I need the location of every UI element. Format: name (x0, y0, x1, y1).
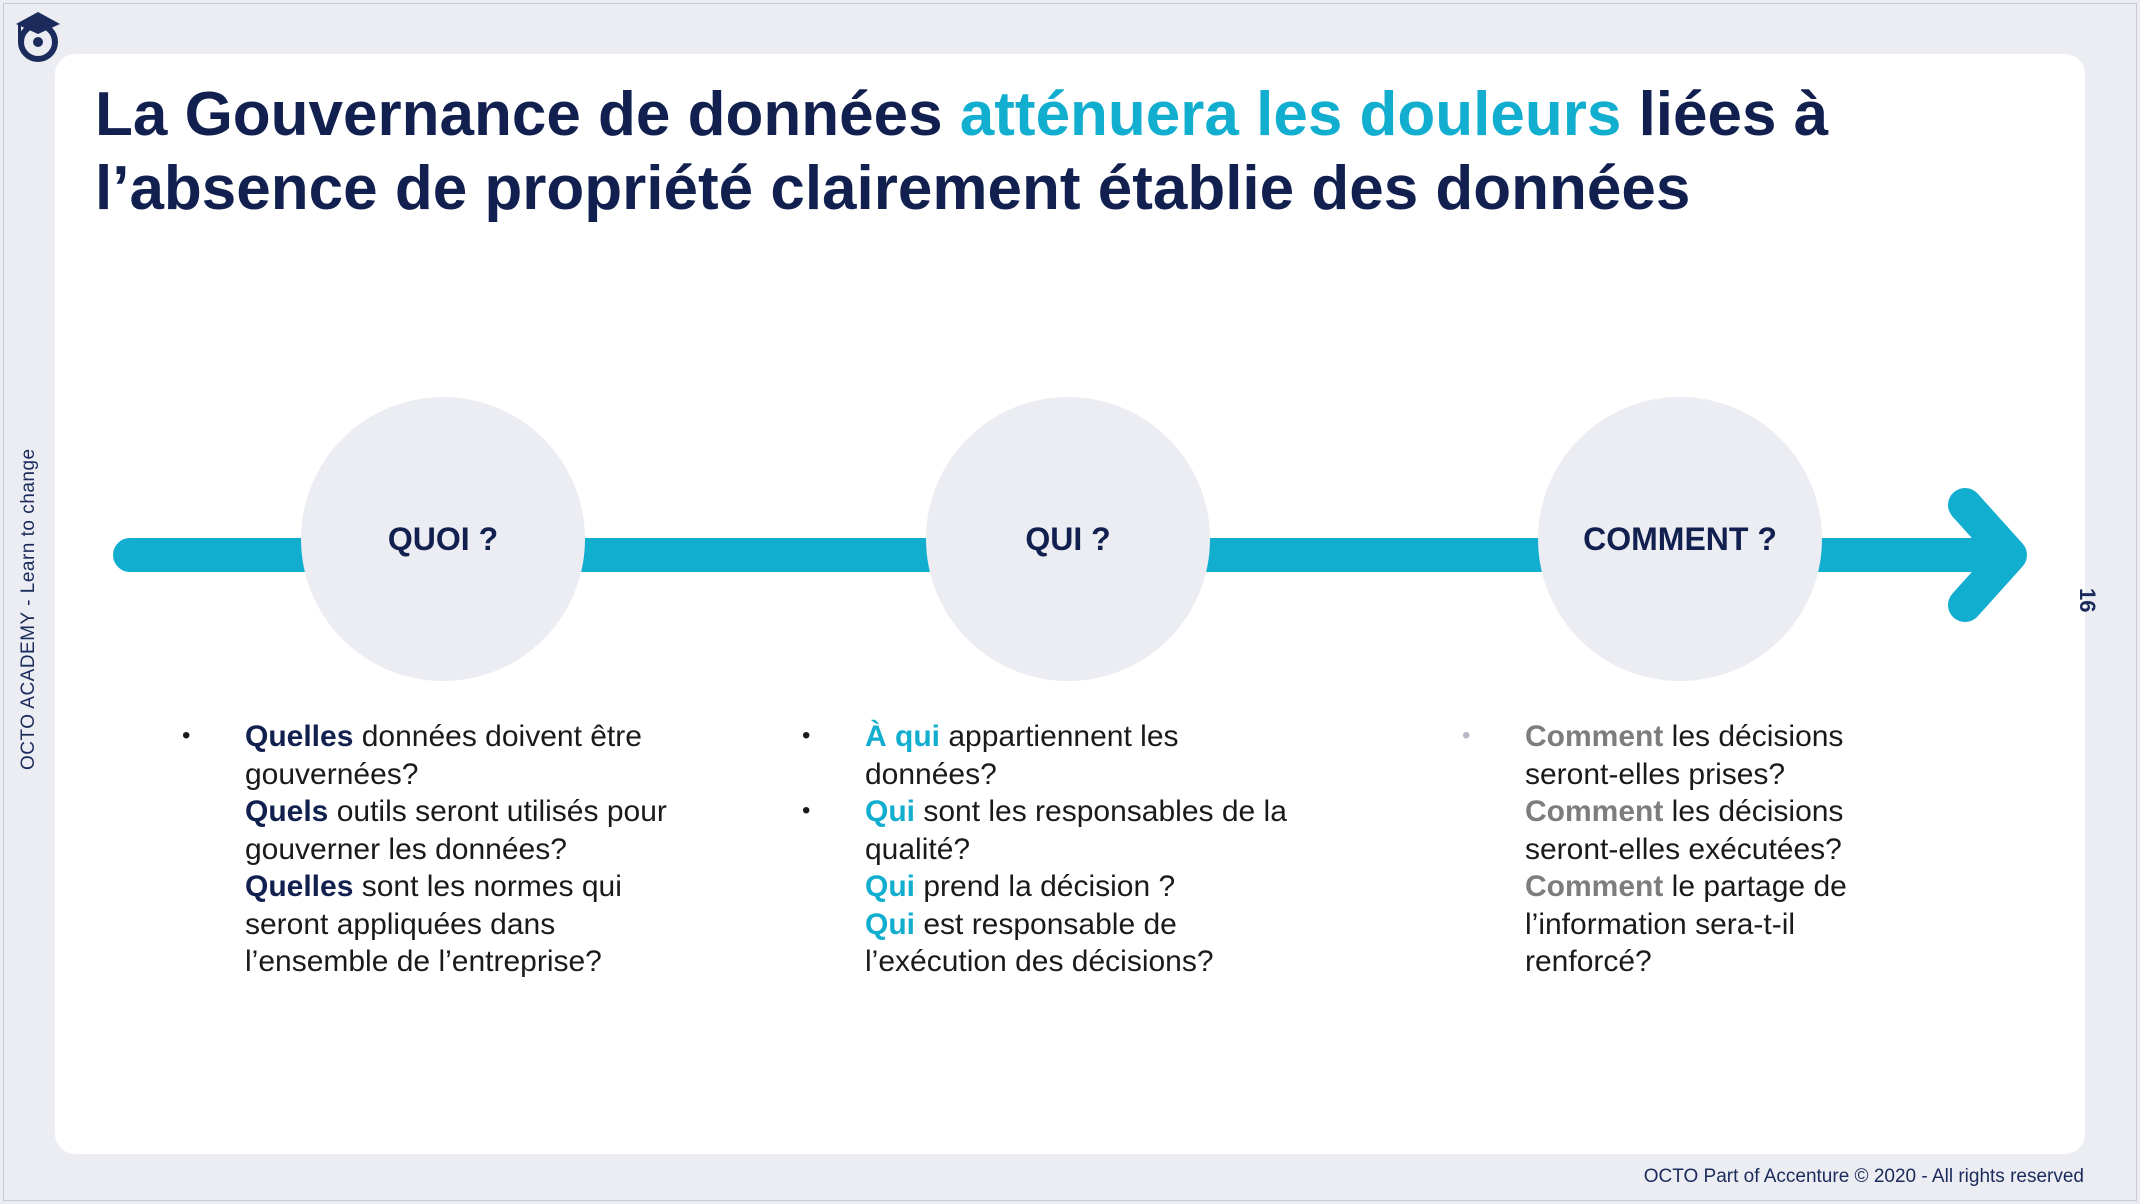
step-comment-label: COMMENT ? (1583, 520, 1777, 557)
list-item-cont: l’information sera-t-il (1525, 907, 1796, 941)
page-number: 16 (2075, 588, 2100, 613)
step-quoi-label: QUOI ? (387, 520, 499, 557)
title-accent: atténuera les douleurs (959, 80, 1622, 149)
column-qui (865, 718, 1287, 981)
list-item-cont: gouvernées? (245, 757, 419, 791)
list-item: Comment les décisions (1525, 720, 1844, 753)
step-qui-label: QUI ? (1025, 520, 1111, 557)
list-item-cont: l’exécution des décisions? (865, 945, 1214, 978)
list-item: Qui sont les responsables de la (865, 795, 1287, 828)
list-item: Qui prend la décision ? (865, 870, 1176, 903)
bullet-icon: • (1462, 722, 1471, 749)
side-label: OCTO ACADEMY - Learn to change (18, 448, 39, 770)
list-item: Quels outils seront utilisés pour (245, 795, 667, 828)
list-item-cont: seront appliquées dans (245, 907, 556, 941)
list-item: Qui est responsable de (865, 907, 1177, 941)
title-part1: La Gouvernance de données (95, 80, 960, 149)
list-item-cont: l’ensemble de l’entreprise? (245, 945, 602, 978)
bullet-icon: • (802, 722, 811, 749)
list-item-cont: gouverner les données? (245, 832, 567, 866)
list-item-cont: renforcé? (1525, 945, 1652, 978)
column-comment (1525, 718, 1847, 981)
list-item-cont: données? (865, 757, 997, 791)
list-item: Comment le partage de (1525, 870, 1847, 903)
step-comment-circle (1538, 397, 1822, 681)
list-item: À qui appartiennent les (865, 720, 1179, 753)
list-item-cont: seront-elles prises? (1525, 757, 1786, 791)
bullet-icon: • (182, 722, 191, 749)
list-item: Comment les décisions (1525, 795, 1844, 828)
step-qui-circle (926, 397, 1210, 681)
column-quoi (245, 718, 667, 981)
list-item: Quelles données doivent être (245, 720, 642, 753)
step-quoi-circle (301, 397, 585, 681)
list-item-cont: qualité? (865, 832, 971, 866)
footer-copyright: OCTO Part of Accenture © 2020 - All rights reserved (1643, 1166, 2084, 1187)
list-item: Quelles sont les normes qui (245, 870, 622, 903)
title-part2: liées à l’absence de propriété clairement établie des données (95, 80, 1829, 223)
list-item-cont: seront-elles exécutées? (1525, 832, 1842, 866)
bullet-icon: • (802, 797, 811, 824)
